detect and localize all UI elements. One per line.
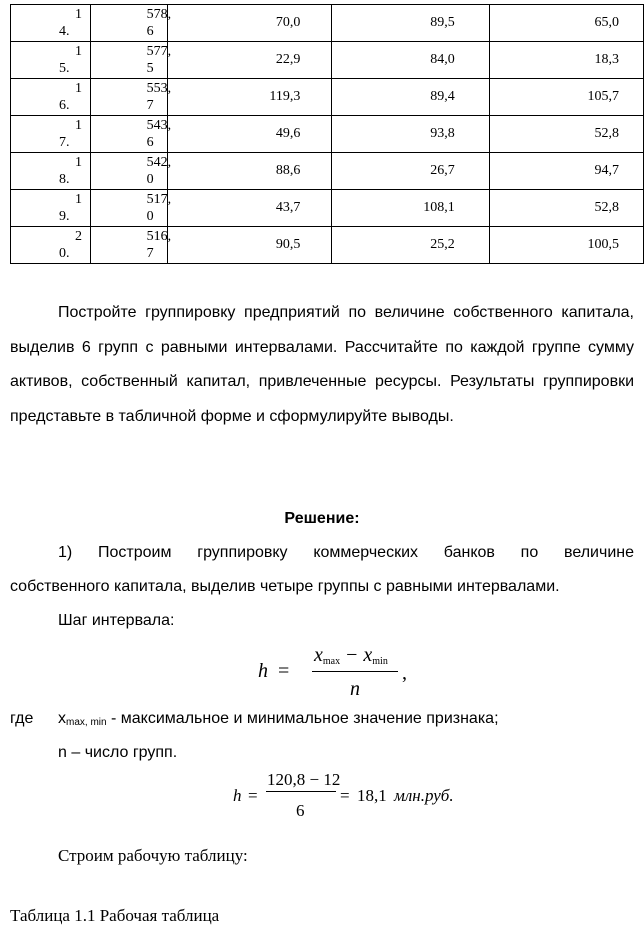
col4-cell: 93,8 — [332, 116, 489, 153]
col3-cell: 88,6 — [168, 153, 332, 190]
formula2-fraction-bar — [266, 791, 336, 792]
value-top: 553, — [146, 81, 172, 96]
col5-cell: 52,8 — [489, 190, 643, 227]
table-row — [11, 42, 644, 79]
col4-cell: 26,7 — [332, 153, 489, 190]
formula1-comma: , — [402, 662, 407, 684]
value-bottom: 6 — [146, 24, 154, 39]
formula1-denominator: n — [350, 678, 360, 700]
task-paragraph — [10, 296, 634, 434]
value-top: 578, — [146, 7, 172, 22]
value-top: 516, — [146, 229, 172, 244]
value-bottom: 7 — [146, 98, 154, 113]
row-number-top: 1 — [75, 118, 82, 133]
col5-cell: 105,7 — [489, 79, 643, 116]
table-row — [11, 79, 644, 116]
row-number-top: 2 — [75, 229, 82, 244]
table-caption: Таблица 1.1 Рабочая таблица — [10, 906, 220, 925]
col4-cell: 25,2 — [332, 227, 489, 264]
col3-cell: 22,9 — [168, 42, 332, 79]
row-number-bottom: 7. — [59, 135, 70, 150]
row-number-top: 1 — [75, 44, 82, 59]
formula1-fraction-bar — [312, 671, 398, 672]
table-row — [11, 227, 644, 264]
col3-cell: 119,3 — [168, 79, 332, 116]
col4-cell: 108,1 — [332, 190, 489, 227]
row-number-top: 1 — [75, 192, 82, 207]
row-number-cell — [11, 42, 91, 79]
row-number-cell — [11, 116, 91, 153]
table-row — [11, 5, 644, 42]
where-line: $x_{max, min}$ - максимальное и минимальное значение признака; — [58, 710, 499, 728]
value-bottom: 6 — [146, 135, 154, 150]
row-number-top: 1 — [75, 81, 82, 96]
col5-cell: 100,5 — [489, 227, 643, 264]
row-number-bottom: 9. — [59, 209, 70, 224]
value-cell — [90, 5, 172, 42]
col3-cell: 43,7 — [168, 190, 332, 227]
col5-cell: 94,7 — [489, 153, 643, 190]
col5-cell: 18,3 — [489, 42, 643, 79]
build-table-line: Строим рабочую таблицу: — [58, 846, 248, 865]
value-bottom: 0 — [146, 209, 154, 224]
row-number-cell — [11, 190, 91, 227]
col4-cell: 89,5 — [332, 5, 489, 42]
value-top: 543, — [146, 118, 172, 133]
value-top: 517, — [146, 192, 172, 207]
col4-cell: 84,0 — [332, 42, 489, 79]
formula2-denominator: 6 — [296, 801, 305, 820]
formula2-eq2: = — [340, 786, 350, 805]
task-text: Постройте группировку предприятий по величине собственного капитала, выделив 6 групп с равными интервалами. Рассчитайте по каждой группе сумму активов, собственный капитал, привлеченные ресурсы. Результаты группировки представьте в табличной форме и сформулируйте выводы. — [10, 304, 634, 425]
col4-cell: 89,4 — [332, 79, 489, 116]
value-cell — [90, 227, 172, 264]
col3-cell: 70,0 — [168, 5, 332, 42]
formula2-numerator: 120,8 − 12 — [267, 770, 341, 789]
row-number-cell — [11, 153, 91, 190]
table-row — [11, 153, 644, 190]
value-bottom: 0 — [146, 172, 154, 187]
value-cell — [90, 190, 172, 227]
formula1-lhs: h — [258, 660, 268, 682]
row-number-bottom: 4. — [59, 24, 70, 39]
row-number-bottom: 6. — [59, 98, 70, 113]
value-top: 577, — [146, 44, 172, 59]
n-definition: n – число групп. — [58, 744, 178, 761]
value-cell — [90, 79, 172, 116]
col5-cell: 52,8 — [489, 116, 643, 153]
step1-line1: 1) Построим группировку коммерческих банков по величине — [58, 544, 634, 561]
col3-cell: 49,6 — [168, 116, 332, 153]
formula2-eq1: = — [248, 786, 258, 805]
row-number-cell — [11, 79, 91, 116]
value-cell — [90, 42, 172, 79]
interval-label: Шаг интервала: — [58, 612, 175, 629]
value-cell — [90, 153, 172, 190]
row-number-top: 1 — [75, 7, 82, 22]
solution-heading: Решение: — [284, 510, 360, 527]
table-row — [11, 116, 644, 153]
value-bottom: 5 — [146, 61, 154, 76]
formula1-eq: = — [278, 660, 290, 682]
row-number-top: 1 — [75, 155, 82, 170]
row-number-cell — [11, 5, 91, 42]
formula2-lhs: h — [233, 786, 242, 805]
value-bottom: 7 — [146, 246, 154, 261]
formula1-numerator: $x_{max} - x_{min}$ — [314, 644, 388, 667]
step1-line2: собственного капитала, выделив четыре группы с равными интервалами. — [10, 578, 560, 595]
row-number-bottom: 8. — [59, 172, 70, 187]
table-row — [11, 190, 644, 227]
formula2-result: 18,1 — [357, 786, 387, 805]
value-cell — [90, 116, 172, 153]
value-top: 542, — [146, 155, 172, 170]
row-number-cell — [11, 227, 91, 264]
formula2-unit: млн.руб. — [394, 786, 454, 805]
col5-cell: 65,0 — [489, 5, 643, 42]
where-word: где — [10, 710, 34, 727]
row-number-bottom: 5. — [59, 61, 70, 76]
row-number-bottom: 0. — [59, 246, 70, 261]
col3-cell: 90,5 — [168, 227, 332, 264]
data-table — [10, 4, 644, 264]
